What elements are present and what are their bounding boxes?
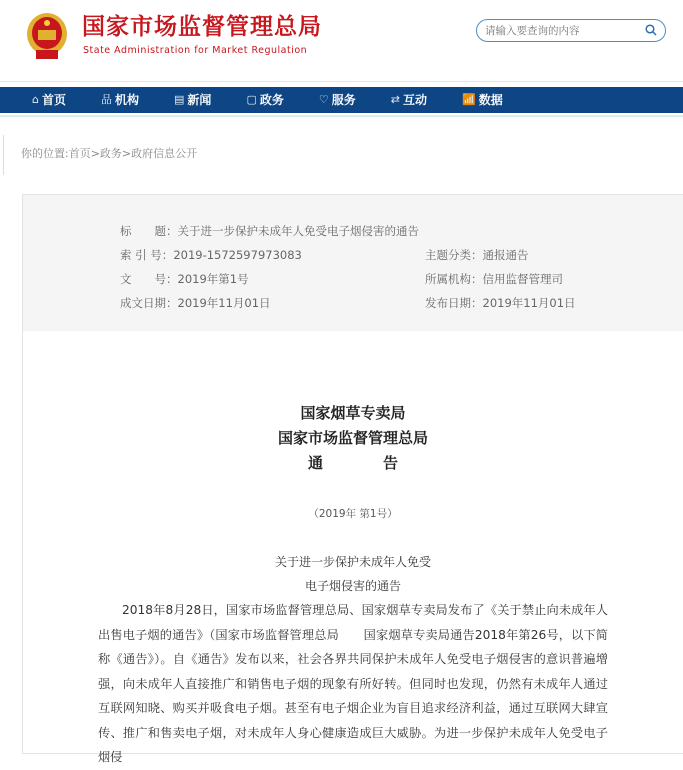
- label: 标 题：: [120, 224, 178, 238]
- search-input[interactable]: [485, 25, 635, 37]
- value: 关于进一步保护未成年人免受电子烟侵害的通告: [177, 224, 419, 238]
- document-info-panel: [23, 195, 683, 331]
- news-icon: ▤: [174, 93, 185, 106]
- nav-label: 首页: [41, 93, 66, 107]
- body-paragraph: 2018年8月28日，国家市场监督管理总局、国家烟草专卖局发布了《关于禁止向未成年人出售电子烟的通告》（国家市场监督管理总局 国家烟草专卖局通告2018年第26号，以下简称《通告》）。自《通告》发布以来，社会各界共同保护未成年人免受电子烟侵害的意识普遍增强，向未成年人直接推广和销售电子烟的现象有所好转。但同时也发现，仍然有未成年人通过互联网知晓、购买并吸食电子烟。甚至有电子烟企业为盲目追求经济利益，通过互联网大肆宣传、推广和售卖电子烟，对未成年人身心健康造成巨大威胁。为进一步保护未成年人免受电子烟侵: [98, 603, 608, 764]
- nav-item-interaction[interactable]: [391, 87, 427, 113]
- national-emblem-icon: [24, 10, 70, 62]
- label: 文 号：: [120, 272, 178, 286]
- nav-item-data[interactable]: [462, 87, 503, 113]
- value: 通报通告: [482, 248, 529, 262]
- issuer-2: 国家市场监督管理总局: [277, 429, 428, 447]
- nav-label: 机构: [115, 93, 140, 107]
- label: 所属机构：: [425, 272, 483, 286]
- value: 信用监督管理司: [482, 272, 563, 286]
- nav-label: 服务: [331, 93, 356, 107]
- document-type: 通 告: [307, 454, 398, 472]
- label: 发布日期：: [425, 296, 483, 310]
- document-number: （2019年 第1号）: [308, 508, 398, 520]
- divider: [0, 81, 683, 82]
- info-docno: [120, 271, 249, 287]
- label: 主题分类：: [425, 248, 483, 262]
- nav-item-org[interactable]: [101, 87, 139, 113]
- value: 2019年第1号: [177, 272, 249, 286]
- info-topic: [425, 247, 529, 263]
- info-org: [425, 271, 563, 287]
- value: 2019年11月01日: [177, 296, 271, 310]
- nav-item-affairs[interactable]: [246, 87, 283, 113]
- info-title: [120, 223, 419, 239]
- home-icon: ⌂: [32, 93, 39, 106]
- label: 索 引 号：: [120, 248, 174, 262]
- nav-item-home[interactable]: [32, 87, 66, 113]
- info-written-date: [120, 295, 271, 311]
- nav-label: 数据: [478, 93, 503, 107]
- nav-label: 新闻: [187, 93, 212, 107]
- label: 成文日期：: [120, 296, 178, 310]
- breadcrumb[interactable]: 你的位置:首页>政务>政府信息公开: [21, 147, 198, 160]
- article-container: [22, 194, 683, 764]
- search-box: [476, 19, 666, 42]
- org-icon: 品: [101, 93, 112, 106]
- exchange-icon: ⇄: [390, 93, 400, 106]
- heart-icon: ♡: [318, 93, 329, 106]
- divider: [3, 135, 4, 175]
- site-logo-title[interactable]: 国家市场监督管理总局: [82, 14, 322, 40]
- issuer-1: 国家烟草专卖局: [300, 404, 406, 422]
- nav-label: 政务: [259, 93, 284, 107]
- affairs-icon: ▢: [246, 93, 257, 106]
- value: 2019-1572597973083: [173, 248, 302, 262]
- main-nav: [0, 87, 683, 113]
- nav-label: 互动: [402, 93, 427, 107]
- info-index: [120, 247, 302, 263]
- search-icon[interactable]: [645, 24, 657, 36]
- info-publish-date: [425, 295, 576, 311]
- chart-icon: 📶: [461, 93, 476, 106]
- divider: [0, 115, 683, 117]
- nav-item-news[interactable]: [174, 87, 211, 113]
- subtitle-line-2: 电子烟侵害的通告: [304, 579, 401, 593]
- site-header: [0, 0, 683, 82]
- nav-item-service[interactable]: [319, 87, 356, 113]
- subtitle-line-1: 关于进一步保护未成年人免受: [274, 555, 431, 569]
- site-logo-subtitle: State Administration for Market Regulation: [83, 45, 308, 56]
- value: 2019年11月01日: [482, 296, 576, 310]
